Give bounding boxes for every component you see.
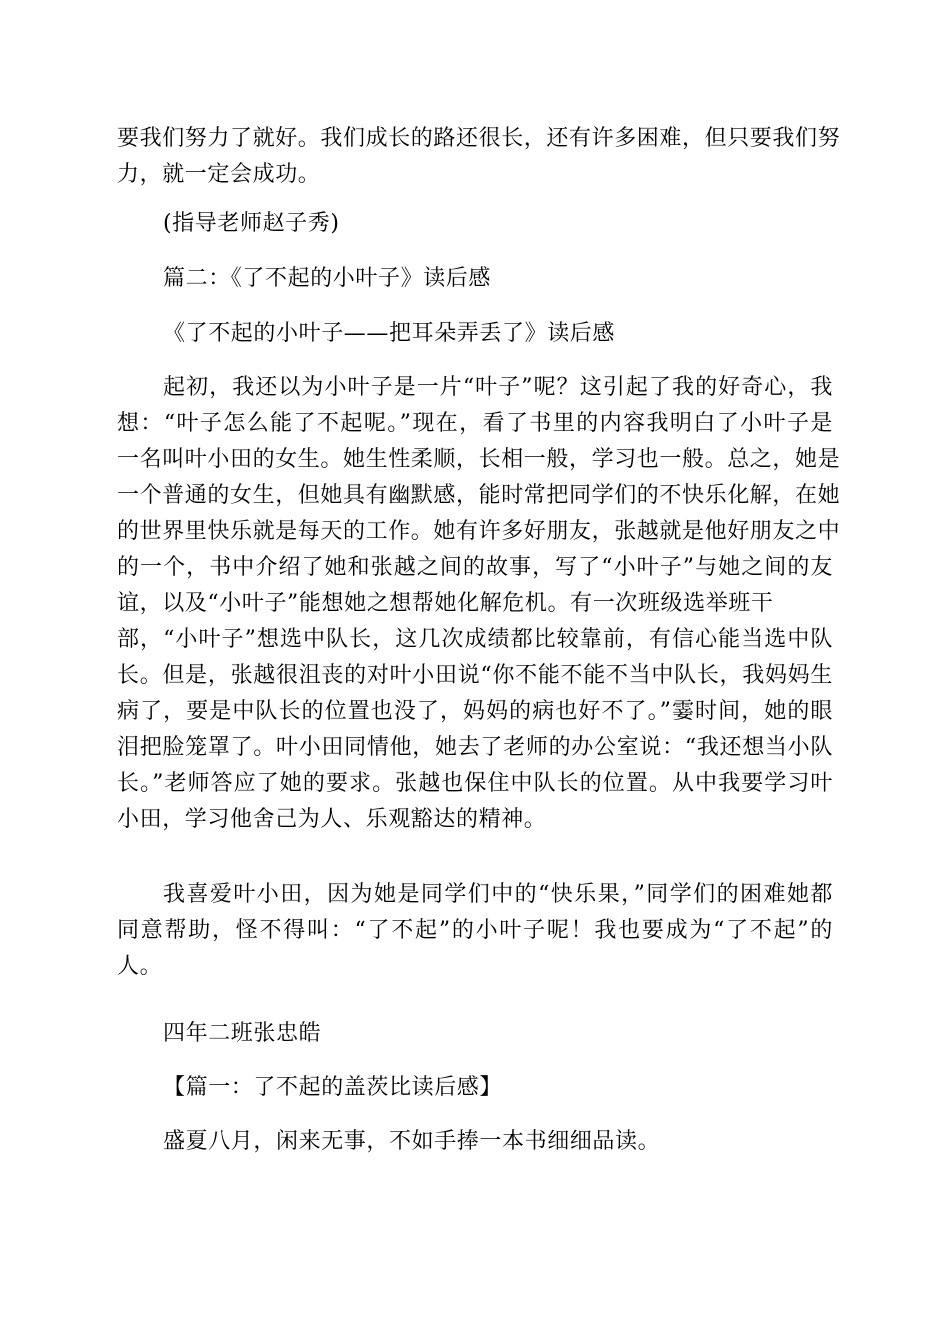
text-line: 篇二：《了不起的小叶子》读后感: [163, 266, 492, 291]
text-line: (指导老师赵子秀): [163, 211, 340, 236]
essay-subtitle: [117, 316, 833, 352]
paragraph-body-1: [117, 370, 841, 838]
text-line: 盛夏八月，闲来无事，不如手捧一本书细细品读。: [163, 1129, 661, 1154]
advisor-note: [117, 206, 833, 242]
paragraph-continuation: [117, 121, 841, 193]
text-line: 的世界里快乐就是每天的工作。她有许多好朋友，张越就是他好朋友之中: [117, 519, 841, 544]
author-line: [117, 1016, 833, 1052]
text-line: 病了，要是中队长的位置也没了，妈妈的病也好不了。”霎时间，她的眼: [117, 699, 833, 724]
text-line: 长。但是，张越很沮丧的对叶小田说“你不能不能不当中队长，我妈妈生: [117, 663, 833, 688]
text-line: 《了不起的小叶子——把耳朵弄丢了》读后感: [163, 321, 616, 346]
text-line: 我喜爱叶小田，因为她是同学们中的“快乐果，”同学们的困难她都: [163, 882, 833, 907]
section-heading-part1: [117, 1070, 833, 1106]
text-line: 力，就一定会成功。: [117, 162, 321, 187]
text-line: 谊，以及“小叶子”能想她之想帮她化解危机。有一次班级选举班干: [117, 591, 774, 616]
text-line: 小田，学习他舍己为人、乐观豁达的精神。: [117, 807, 547, 832]
text-line: 起初，我还以为小叶子是一片“叶子”呢？这引起了我的好奇心，我: [163, 375, 833, 400]
text-line: 四年二班张忠皓: [163, 1021, 322, 1046]
text-line: 要我们努力了就好。我们成长的路还很长，还有许多困难，但只要我们努: [117, 126, 841, 151]
paragraph-body-3: [117, 1124, 833, 1160]
text-line: 人。: [117, 954, 163, 979]
paragraph-body-2: [117, 877, 833, 985]
text-line: 【篇一：了不起的盖茨比读后感】: [163, 1075, 503, 1100]
text-line: 同意帮助，怪不得叫：“了不起”的小叶子呢！我也要成为“了不起”的: [117, 918, 833, 943]
text-line: 泪把脸笼罩了。叶小田同情他，她去了老师的办公室说：“我还想当小队: [117, 735, 833, 760]
text-line: 想：“叶子怎么能了不起呢。”现在，看了书里的内容我明白了小叶子是: [117, 411, 833, 436]
text-line: 一个普通的女生，但她具有幽默感，能时常把同学们的不快乐化解，在她: [117, 483, 841, 508]
section-heading-part2: [117, 261, 833, 297]
text-line: 的一个，书中介绍了她和张越之间的故事，写了“小叶子”与她之间的友: [117, 555, 833, 580]
text-line: 部，“小叶子”想选中队长，这几次成绩都比较靠前，有信心能当选中队: [117, 627, 833, 652]
text-line: 一名叫叶小田的女生。她生性柔顺，长相一般，学习也一般。总之，她是: [117, 447, 841, 472]
text-line: 长。”老师答应了她的要求。张越也保住中队长的位置。从中我要学习叶: [117, 771, 833, 796]
